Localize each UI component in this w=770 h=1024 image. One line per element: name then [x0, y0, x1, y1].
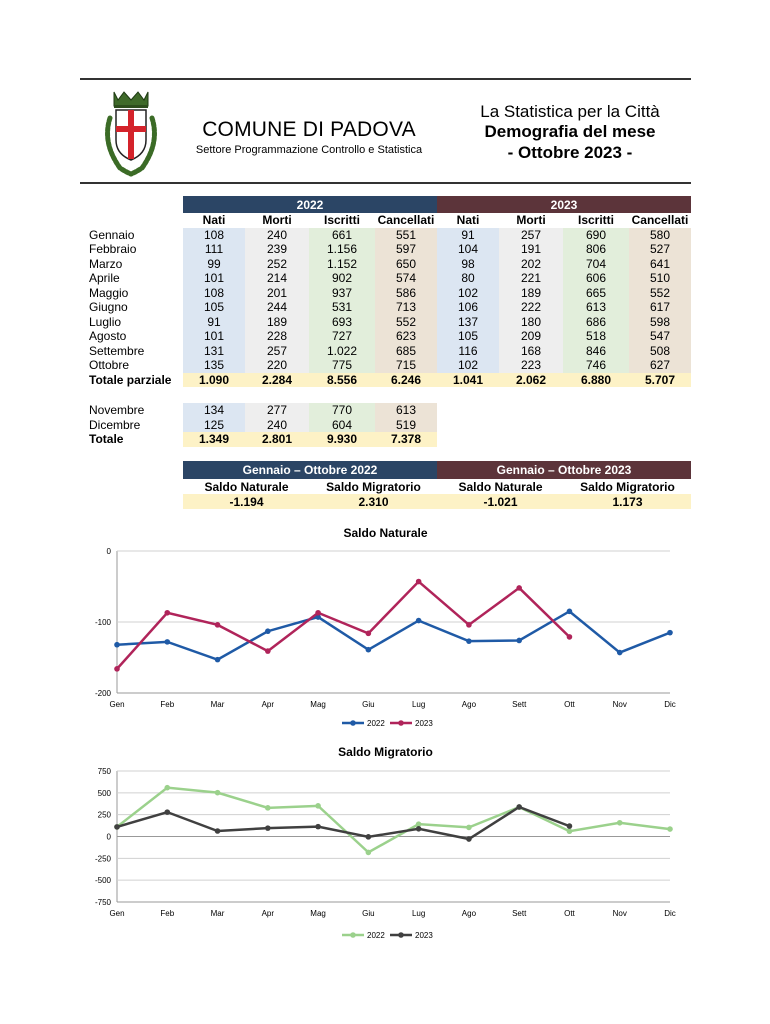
month-label: Maggio	[89, 285, 129, 300]
col-header-iscritti: Iscritti	[563, 213, 629, 228]
cell-2022-morti: 240	[245, 418, 309, 433]
data-point-2023	[164, 610, 170, 616]
month-label: Giugno	[89, 300, 128, 315]
data-point-2022	[366, 647, 372, 653]
header-bottom-rule	[80, 182, 691, 184]
partial-total-2023-cancellati: 5.707	[629, 373, 691, 388]
legend-marker-2023	[398, 932, 404, 938]
data-point-2023	[366, 631, 372, 637]
x-tick-label: Mag	[310, 700, 326, 709]
partial-total-2023-morti: 2.062	[499, 373, 563, 388]
col-header-cancellati: Cancellati	[375, 213, 437, 228]
saldi-header-2023: Gennaio – Ottobre 2023	[437, 461, 691, 479]
cell-2022-cancellati: 685	[375, 344, 437, 359]
partial-total-2022-nati: 1.090	[183, 373, 245, 388]
data-point-2023	[416, 826, 422, 832]
cell-2023-cancellati: 627	[629, 358, 691, 373]
cell-2022-cancellati: 613	[375, 403, 437, 418]
cell-2023-nati: 104	[437, 242, 499, 257]
cell-2023-morti: 191	[499, 242, 563, 257]
cell-2022-iscritti: 775	[309, 358, 375, 373]
month-label: Gennaio	[89, 227, 135, 242]
data-point-2023	[265, 648, 271, 654]
month-label: Novembre	[89, 403, 145, 418]
table-row	[81, 257, 691, 272]
data-point-2022	[617, 650, 623, 656]
cell-2023-nati: 98	[437, 257, 499, 272]
x-tick-label: Sett	[512, 700, 527, 709]
cell-2023-morti: 209	[499, 329, 563, 344]
month-label: Aprile	[89, 271, 120, 286]
month-label: Agosto	[89, 329, 127, 344]
cell-2022-iscritti: 1.156	[309, 242, 375, 257]
org-title: COMUNE DI PADOVA	[202, 118, 416, 141]
col-header-morti: Morti	[499, 213, 563, 228]
cell-2023-cancellati: 598	[629, 315, 691, 330]
cell-2022-morti: 252	[245, 257, 309, 272]
data-point-2022	[466, 638, 472, 644]
table-row	[81, 300, 691, 315]
total-2022-nati: 1.349	[183, 432, 245, 447]
month-label: Settembre	[89, 343, 145, 358]
cell-2023-iscritti: 690	[563, 228, 629, 243]
y-tick-label: -200	[94, 689, 111, 698]
partial-total-2022-iscritti: 8.556	[309, 373, 375, 388]
col-header-iscritti: Iscritti	[309, 213, 375, 228]
legend-marker-2022	[350, 720, 356, 726]
data-point-2023	[466, 836, 472, 842]
top-rule	[80, 78, 691, 80]
cell-2023-nati: 105	[437, 329, 499, 344]
x-tick-label: Gen	[109, 909, 125, 918]
cell-2022-morti: 240	[245, 228, 309, 243]
x-tick-label: Ago	[461, 700, 477, 709]
y-tick-label: -500	[94, 876, 111, 886]
data-point-2022	[265, 628, 271, 634]
cell-2022-iscritti: 937	[309, 286, 375, 301]
col-header-morti: Morti	[245, 213, 309, 228]
month-label: Dicembre	[89, 417, 141, 432]
x-tick-label: Apr	[261, 700, 275, 709]
cell-2022-morti: 220	[245, 358, 309, 373]
month-label: Luglio	[89, 314, 122, 329]
cell-2022-nati: 101	[183, 271, 245, 286]
monthly-table	[81, 196, 691, 387]
month-label: Marzo	[89, 256, 123, 271]
data-point-2022	[215, 657, 221, 663]
partial-total-label: Totale parziale	[81, 373, 183, 388]
table-row	[81, 329, 691, 344]
cell-2023-nati: 80	[437, 271, 499, 286]
cell-2023-morti: 257	[499, 228, 563, 243]
legend-marker-2022	[350, 932, 356, 938]
cell-2023-iscritti: 704	[563, 257, 629, 272]
cell-2023-morti: 202	[499, 257, 563, 272]
table-row	[81, 358, 691, 373]
col-header-nati: Nati	[183, 213, 245, 228]
saldo-naturale-label: Saldo Naturale	[458, 479, 543, 494]
cell-2022-cancellati: 715	[375, 358, 437, 373]
cell-2023-cancellati: 552	[629, 286, 691, 301]
cell-2022-iscritti: 661	[309, 228, 375, 243]
coat-of-arms-logo	[100, 88, 162, 180]
legend-label-2022: 2022	[367, 719, 385, 728]
y-tick-label: -250	[94, 854, 111, 864]
data-point-2023	[516, 585, 522, 591]
cell-2022-nati: 108	[183, 286, 245, 301]
data-point-2023	[215, 622, 221, 628]
col-header-nati: Nati	[437, 213, 499, 228]
table-row	[81, 344, 691, 359]
y-tick-label: 250	[97, 810, 111, 820]
partial-total-row	[81, 373, 691, 388]
cell-2022-nati: 101	[183, 329, 245, 344]
legend-marker-2023	[398, 720, 404, 726]
col-header-cancellati: Cancellati	[629, 213, 691, 228]
table-row	[81, 271, 691, 286]
x-tick-label: Dic	[664, 909, 676, 918]
data-point-2022	[617, 820, 623, 826]
data-point-2022	[164, 785, 170, 791]
cell-2022-cancellati: 650	[375, 257, 437, 272]
remaining-months-table	[81, 403, 437, 447]
x-tick-label: Feb	[160, 909, 175, 918]
cell-2023-morti: 180	[499, 315, 563, 330]
y-tick-label: 500	[97, 788, 111, 798]
x-tick-label: Mag	[310, 909, 326, 918]
year-header-2022: 2022	[183, 196, 437, 213]
cell-2022-nati: 99	[183, 257, 245, 272]
saldo-migratorio-2022: 2.310	[310, 494, 437, 509]
table-row	[81, 403, 437, 418]
data-point-2023	[466, 622, 472, 628]
chart-saldo-migratorio	[80, 760, 691, 950]
table-row	[81, 315, 691, 330]
year-header-2023: 2023	[437, 196, 691, 213]
y-tick-label: 0	[106, 832, 111, 842]
cell-2023-iscritti: 846	[563, 344, 629, 359]
x-tick-label: Giu	[362, 909, 375, 918]
cell-2023-morti: 223	[499, 358, 563, 373]
data-point-2023	[215, 828, 221, 834]
data-point-2023	[114, 824, 120, 830]
org-subtitle: Settore Programmazione Controllo e Statistica	[195, 144, 423, 156]
total-2022-cancellati: 7.378	[375, 432, 437, 447]
cell-2022-morti: 244	[245, 300, 309, 315]
data-point-2023	[366, 834, 372, 840]
x-tick-label: Sett	[512, 909, 527, 918]
x-tick-label: Dic	[664, 700, 676, 709]
y-tick-label: 0	[106, 547, 111, 556]
cell-2022-nati: 105	[183, 300, 245, 315]
cell-2023-nati: 91	[437, 228, 499, 243]
legend-label-2022: 2022	[367, 931, 385, 940]
cell-2023-morti: 221	[499, 271, 563, 286]
cell-2022-cancellati: 623	[375, 329, 437, 344]
cell-2023-morti: 189	[499, 286, 563, 301]
series-title: La Statistica per la Città	[480, 102, 660, 121]
cell-2022-nati: 125	[183, 418, 245, 433]
partial-total-2022-cancellati: 6.246	[375, 373, 437, 388]
cell-2022-iscritti: 1.152	[309, 257, 375, 272]
cell-2023-nati: 102	[437, 358, 499, 373]
data-point-2023	[567, 823, 573, 829]
x-tick-label: Gen	[109, 700, 125, 709]
cell-2023-nati: 137	[437, 315, 499, 330]
total-row	[81, 432, 437, 447]
cell-2022-iscritti: 604	[309, 418, 375, 433]
table-row	[81, 242, 691, 257]
partial-total-2022-morti: 2.284	[245, 373, 309, 388]
chart-title-saldo-naturale: Saldo Naturale	[343, 526, 428, 540]
x-tick-label: Ott	[564, 909, 575, 918]
table-row	[81, 286, 691, 301]
table-row	[81, 418, 437, 433]
cell-2022-iscritti: 531	[309, 300, 375, 315]
cell-2023-morti: 168	[499, 344, 563, 359]
cell-2022-morti: 228	[245, 329, 309, 344]
x-tick-label: Feb	[160, 700, 175, 709]
data-point-2022	[366, 850, 372, 856]
cell-2022-cancellati: 519	[375, 418, 437, 433]
y-tick-label: -100	[94, 618, 111, 627]
table-corner-2	[81, 213, 183, 228]
saldo-migratorio-label: Saldo Migratorio	[326, 479, 421, 494]
x-tick-label: Ott	[564, 700, 575, 709]
cell-2022-morti: 239	[245, 242, 309, 257]
data-point-2022	[315, 803, 321, 809]
x-tick-label: Lug	[411, 700, 426, 709]
cell-2022-morti: 257	[245, 344, 309, 359]
legend-label-2023: 2023	[415, 931, 433, 940]
cell-2022-iscritti: 770	[309, 403, 375, 418]
chart-saldo-naturale	[80, 540, 691, 760]
partial-total-2023-nati: 1.041	[437, 373, 499, 388]
cell-2023-iscritti: 606	[563, 271, 629, 286]
cell-2023-nati: 102	[437, 286, 499, 301]
report-title: Demografia del mese	[484, 122, 656, 141]
report-period: - Ottobre 2023 -	[507, 143, 633, 162]
cell-2022-morti: 277	[245, 403, 309, 418]
cell-2023-cancellati: 641	[629, 257, 691, 272]
cell-2023-cancellati: 547	[629, 329, 691, 344]
cell-2023-iscritti: 746	[563, 358, 629, 373]
data-point-2022	[215, 790, 221, 796]
x-tick-label: Lug	[411, 909, 426, 918]
x-tick-label: Apr	[261, 909, 275, 918]
cell-2022-nati: 134	[183, 403, 245, 418]
cell-2023-morti: 222	[499, 300, 563, 315]
data-point-2023	[567, 634, 573, 640]
y-tick-label: -750	[94, 898, 111, 907]
total-2022-morti: 2.801	[245, 432, 309, 447]
cell-2022-morti: 201	[245, 286, 309, 301]
x-tick-label: Ago	[461, 909, 477, 918]
table-corner	[81, 196, 183, 213]
saldi-header-2022: Gennaio – Ottobre 2022	[183, 461, 437, 479]
cell-2023-iscritti: 806	[563, 242, 629, 257]
cell-2023-cancellati: 510	[629, 271, 691, 286]
cell-2022-nati: 135	[183, 358, 245, 373]
partial-total-2023-iscritti: 6.880	[563, 373, 629, 388]
cell-2022-morti: 214	[245, 271, 309, 286]
saldi-table	[183, 461, 691, 509]
data-point-2022	[567, 609, 573, 615]
legend-label-2023: 2023	[415, 719, 433, 728]
data-point-2023	[416, 579, 422, 585]
cell-2022-nati: 111	[183, 242, 245, 257]
cell-2022-iscritti: 902	[309, 271, 375, 286]
y-tick-label: 750	[97, 767, 111, 776]
cell-2023-iscritti: 686	[563, 315, 629, 330]
cell-2023-cancellati: 580	[629, 228, 691, 243]
total-2022-iscritti: 9.930	[309, 432, 375, 447]
cell-2022-nati: 108	[183, 228, 245, 243]
data-point-2022	[265, 805, 271, 811]
month-label: Ottobre	[89, 358, 130, 373]
data-point-2023	[315, 824, 321, 830]
x-tick-label: Mar	[210, 909, 225, 918]
data-point-2022	[164, 639, 170, 645]
saldo-naturale-2022: -1.194	[183, 494, 310, 509]
cell-2023-nati: 116	[437, 344, 499, 359]
cell-2022-iscritti: 693	[309, 315, 375, 330]
saldo-naturale-2023: -1.021	[437, 494, 564, 509]
cell-2023-nati: 106	[437, 300, 499, 315]
cell-2023-iscritti: 665	[563, 286, 629, 301]
x-tick-label: Nov	[612, 700, 627, 709]
x-tick-label: Mar	[210, 700, 225, 709]
data-point-2022	[416, 618, 422, 624]
data-point-2023	[265, 825, 271, 831]
data-point-2022	[114, 642, 120, 648]
data-point-2023	[114, 666, 120, 672]
cell-2022-cancellati: 713	[375, 300, 437, 315]
saldo-migratorio-2023: 1.173	[564, 494, 691, 509]
saldo-migratorio-label: Saldo Migratorio	[580, 479, 675, 494]
cell-2022-cancellati: 574	[375, 271, 437, 286]
data-point-2022	[567, 828, 573, 834]
cell-2022-iscritti: 1.022	[309, 344, 375, 359]
cell-2023-cancellati: 527	[629, 242, 691, 257]
series-line-2022	[117, 788, 670, 853]
chart-title-saldo-migratorio: Saldo Migratorio	[338, 745, 433, 759]
table-row	[81, 228, 691, 243]
data-point-2023	[516, 804, 522, 810]
series-line-2023	[117, 807, 569, 839]
cell-2022-iscritti: 727	[309, 329, 375, 344]
cell-2022-cancellati: 552	[375, 315, 437, 330]
cell-2023-iscritti: 518	[563, 329, 629, 344]
month-label: Febbraio	[89, 242, 137, 257]
cell-2022-nati: 131	[183, 344, 245, 359]
cell-2022-morti: 189	[245, 315, 309, 330]
cell-2023-cancellati: 617	[629, 300, 691, 315]
series-line-2022	[117, 611, 670, 659]
data-point-2022	[516, 638, 522, 644]
data-point-2023	[315, 610, 321, 616]
cell-2023-cancellati: 508	[629, 344, 691, 359]
series-line-2023	[117, 582, 569, 669]
data-point-2022	[667, 630, 673, 636]
data-point-2023	[164, 809, 170, 815]
total-label: Totale	[81, 432, 183, 447]
x-tick-label: Nov	[612, 909, 627, 918]
cell-2022-cancellati: 597	[375, 242, 437, 257]
data-point-2022	[466, 825, 472, 831]
saldo-naturale-label: Saldo Naturale	[204, 479, 289, 494]
data-point-2022	[667, 826, 673, 832]
cell-2022-nati: 91	[183, 315, 245, 330]
cell-2022-cancellati: 586	[375, 286, 437, 301]
x-tick-label: Giu	[362, 700, 375, 709]
cell-2022-cancellati: 551	[375, 228, 437, 243]
cell-2023-iscritti: 613	[563, 300, 629, 315]
